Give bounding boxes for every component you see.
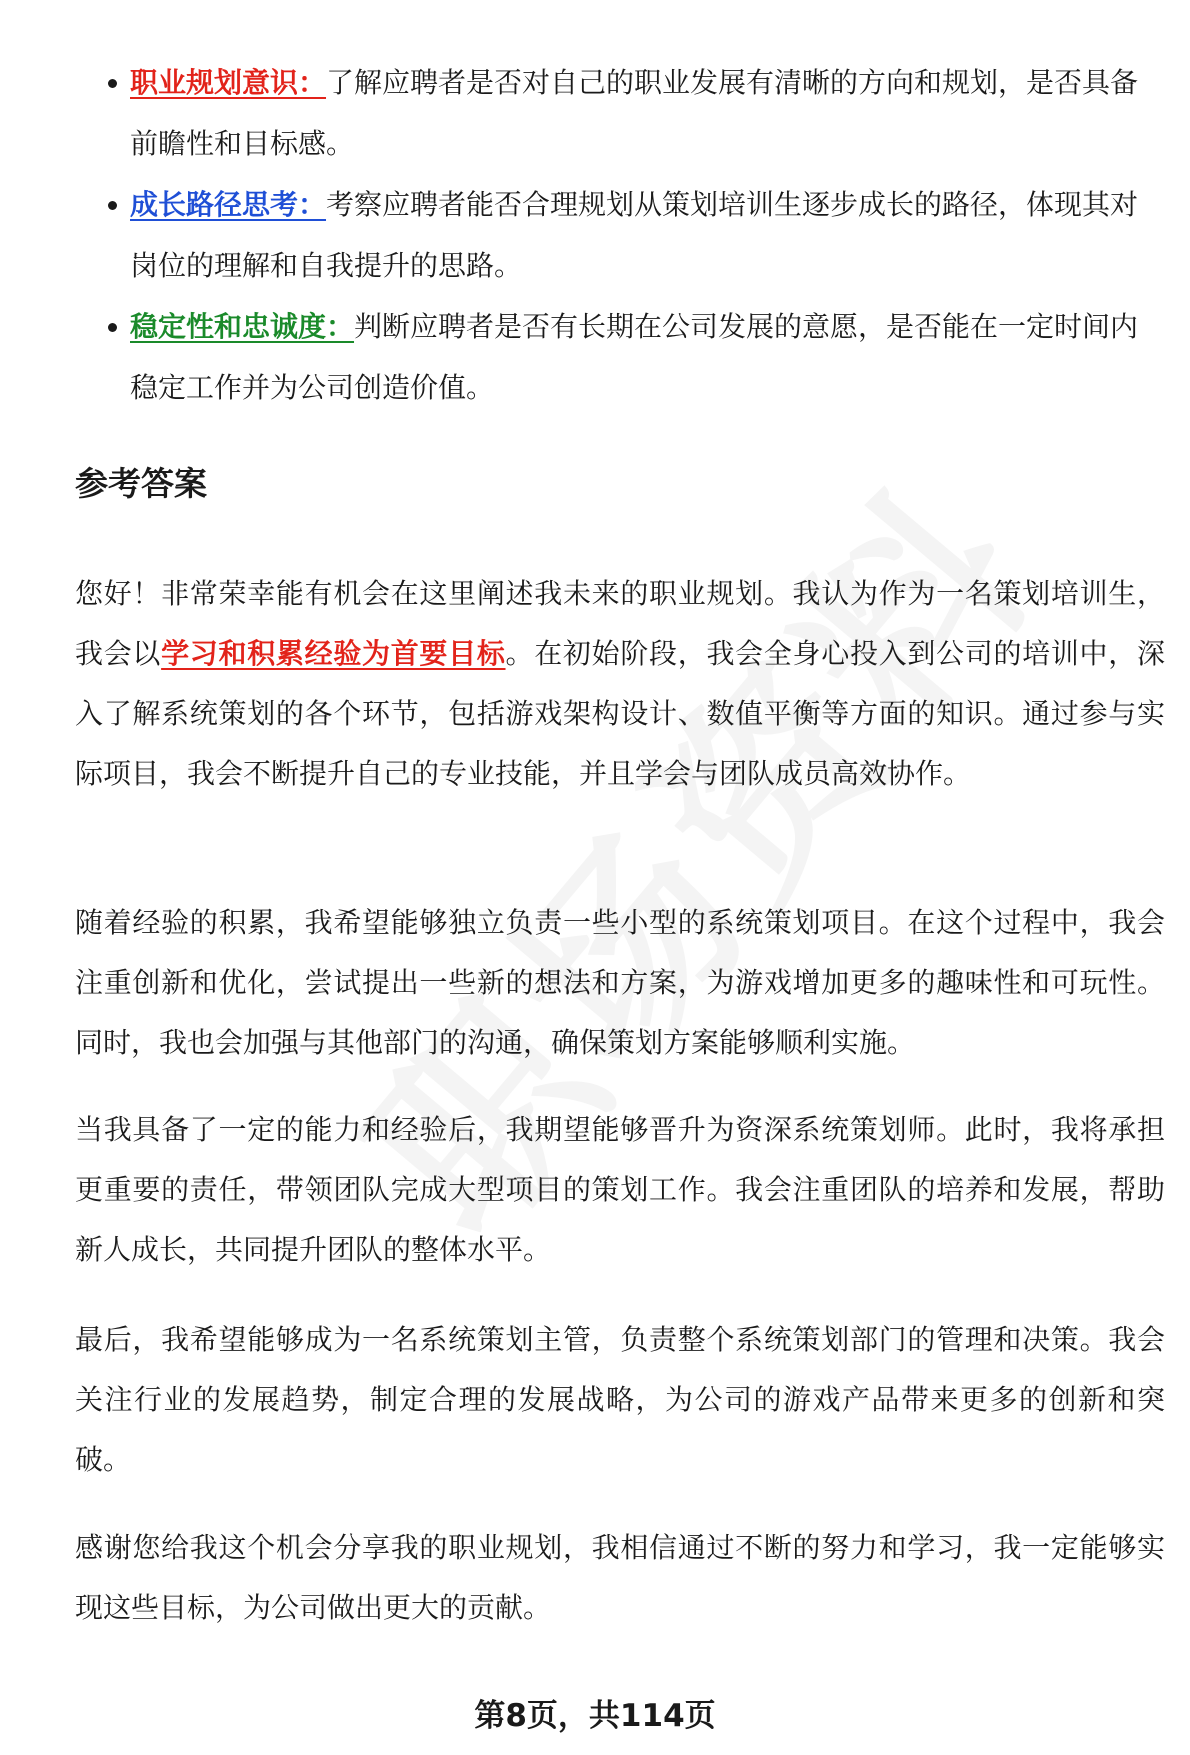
bullet-dot-icon (108, 79, 117, 88)
list-item (90, 52, 1150, 174)
answer-paragraph-4: 最后，我希望能够成为一名系统策划主管，负责整个系统策划部门的管理和决策。我会关注行业的发展趋势，制定合理的发展战略，为公司的游戏产品带来更多的创新和突破。 (75, 1323, 1165, 1476)
list-item (90, 174, 1150, 296)
criteria-text: 了解应聘者是否对自己的职业发展有清晰的方向和规划，是否具备前瞻性和目标感。 (130, 66, 1139, 160)
answer-paragraph-3: 当我具备了一定的能力和经验后，我期望能够晋升为资深系统策划师。此时，我将承担更重要的责任，带领团队完成大型项目的策划工作。我会注重团队的培养和发展，帮助新人成长，共同提升团队的整体水平。 (75, 1113, 1165, 1266)
criteria-keyword: 职业规划意识： (130, 66, 327, 99)
criteria-text: 判断应聘者是否有长期在公司发展的意愿，是否能在一定时间内稳定工作并为公司创造价值。 (130, 310, 1139, 404)
paragraph-text: 。在初始阶段，我会全身心投入到公司的培训中，深入了解系统策划的各个环节，包括游戏架构设计、数值平衡等方面的知识。通过参与实际项目，我会不断提升自己的专业技能，并且学会与团队成员高效协作。 (75, 637, 1165, 790)
answer-paragraph-5: 感谢您给我这个机会分享我的职业规划，我相信通过不断的努力和学习，我一定能够实现这些目标，为公司做出更大的贡献。 (75, 1531, 1165, 1624)
page-number: 第8页，共114页 (474, 1698, 716, 1734)
criteria-keyword: 稳定性和忠诚度： (130, 310, 355, 343)
list-item (90, 296, 1150, 418)
criteria-list (90, 52, 1150, 418)
answer-paragraph-2: 随着经验的积累，我希望能够独立负责一些小型的系统策划项目。在这个过程中，我会注重创新和优化，尝试提出一些新的想法和方案，为游戏增加更多的趣味性和可玩性。同时，我也会加强与其他部门的沟通，确保策划方案能够顺利实施。 (75, 906, 1165, 1059)
criteria-text: 考察应聘者能否合理规划从策划培训生逐步成长的路径，体现其对岗位的理解和自我提升的思路。 (130, 188, 1139, 282)
section-title: 参考答案 (75, 464, 207, 503)
bullet-dot-icon (108, 201, 117, 210)
paragraph-text: 您好！非常荣幸能有机会在这里阐述我未来的职业规划。我认为作为一名策划培训生，我会以 (75, 577, 1165, 670)
bullet-dot-icon (108, 323, 117, 332)
highlight-text: 学习和积累经验为首要目标 (161, 637, 506, 670)
criteria-keyword: 成长路径思考： (130, 188, 327, 221)
answer-paragraph-1 (75, 564, 1165, 804)
